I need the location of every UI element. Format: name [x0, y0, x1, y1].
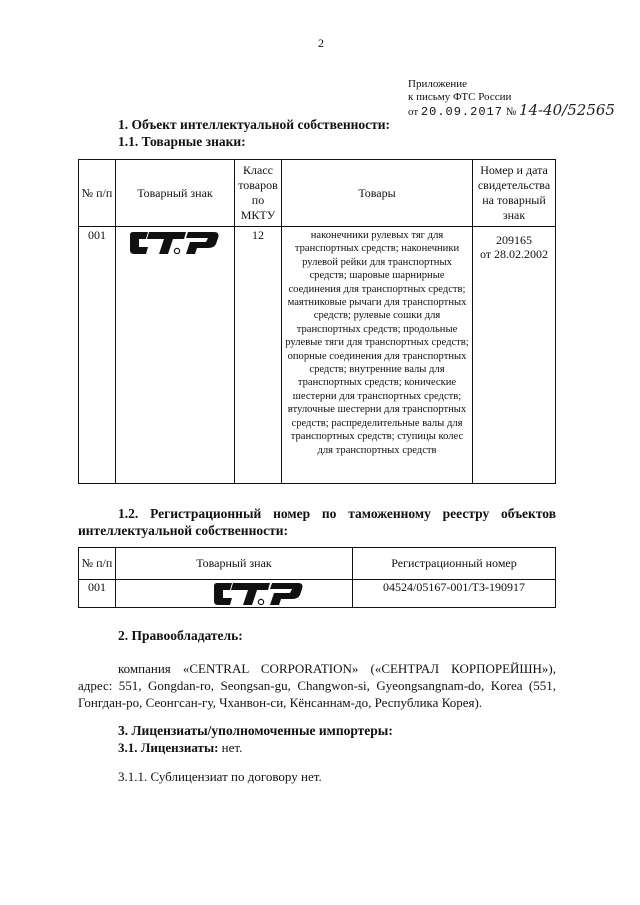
appendix-line3: [408, 101, 615, 119]
cert-number: 209165: [496, 233, 532, 247]
table1-header-goods: Товары: [282, 160, 473, 227]
section2-title: 2. Правообладатель:: [118, 628, 243, 643]
registration-table: [78, 547, 556, 608]
appendix-line2: к письму ФТС России: [408, 91, 512, 103]
appendix-from: от: [408, 106, 419, 118]
trademark-logo: [116, 227, 235, 484]
table2-cell-num: 001: [79, 580, 116, 608]
appendix-line1: Приложение: [408, 78, 468, 90]
licensees-line: [118, 739, 242, 756]
trademark-logo: [116, 580, 353, 608]
section1-title: 1. Объект интеллектуальной собственности:: [118, 117, 391, 132]
table1-cell-goods: наконечники рулевых тяг для транспортных средств; наконечники рулевой рейки для транспортных средств; шаровые шарнирные соединения для транспортных средств; маятниковые рычаги для транспортных средств; рулевые сошки для транспортных средств; продольные рулевые тяги для транспортных средств; опорные соединения для транспортных средств; внутренние валы для транспортных средств; конические шестерни для транспортных средств; втулочные шестерни для транспортных средств; распределительные валы для транспортных средств; ступицы колес для транспортных средств: [282, 227, 473, 484]
table-row: [79, 580, 556, 608]
licensees-value: нет.: [221, 740, 243, 755]
cert-date: от 28.02.2002: [479, 247, 549, 261]
appendix-block: [408, 78, 615, 119]
appendix-date: 20.09.2017: [420, 105, 503, 119]
table1-header-cert: Номер и дата свидетельства на товарный знак: [473, 160, 556, 227]
page-number: 2: [318, 36, 324, 50]
table1-header-mark: Товарный знак: [116, 160, 235, 227]
appendix-number: 14-40/52565: [518, 101, 615, 119]
table2-header-mark: Товарный знак: [116, 548, 353, 580]
trademarks-table: [78, 159, 556, 484]
table2-header-reg: Регистрационный номер: [353, 548, 556, 580]
section2-text: компания «CENTRAL CORPORATION» («СЕНТРАЛ КОРПОРЕЙШН»), адрес: 551, Gongdan-ro, Seongsan-gu, Changwon-si, Gyeongsangnam-do, Korea (551, Гонгдан-ро, Сеонгсан-гу, Чханвон-си, Кёнсаннам-до, Республика Корея).: [78, 661, 556, 710]
section12-title: 1.2. Регистрационный номер по таможенному реестру объектов интеллектуальной собственности:: [78, 506, 556, 538]
table1-cell-cert: [473, 227, 556, 484]
table1-header-num: № п/п: [79, 160, 116, 227]
appendix-no: №: [505, 106, 517, 118]
table1-cell-class: 12: [235, 227, 282, 484]
table2-header-num: № п/п: [79, 548, 116, 580]
table2-header-row: [79, 548, 556, 580]
table2-cell-reg: 04524/05167-001/ТЗ-190917: [353, 580, 556, 608]
section1-subtitle: 1.1. Товарные знаки:: [118, 134, 246, 149]
section3-title: 3. Лицензиаты/уполномоченные импортеры:: [118, 723, 393, 738]
table1-header-class: Класс товаров по МКТУ: [235, 160, 282, 227]
table1-cell-num: 001: [79, 227, 116, 484]
table1-header-row: [79, 160, 556, 227]
sublicensee-line: 3.1.1. Сублицензиат по договору нет.: [118, 769, 322, 784]
table-row: [79, 227, 556, 484]
licensees-label: 3.1. Лицензиаты:: [118, 740, 219, 755]
